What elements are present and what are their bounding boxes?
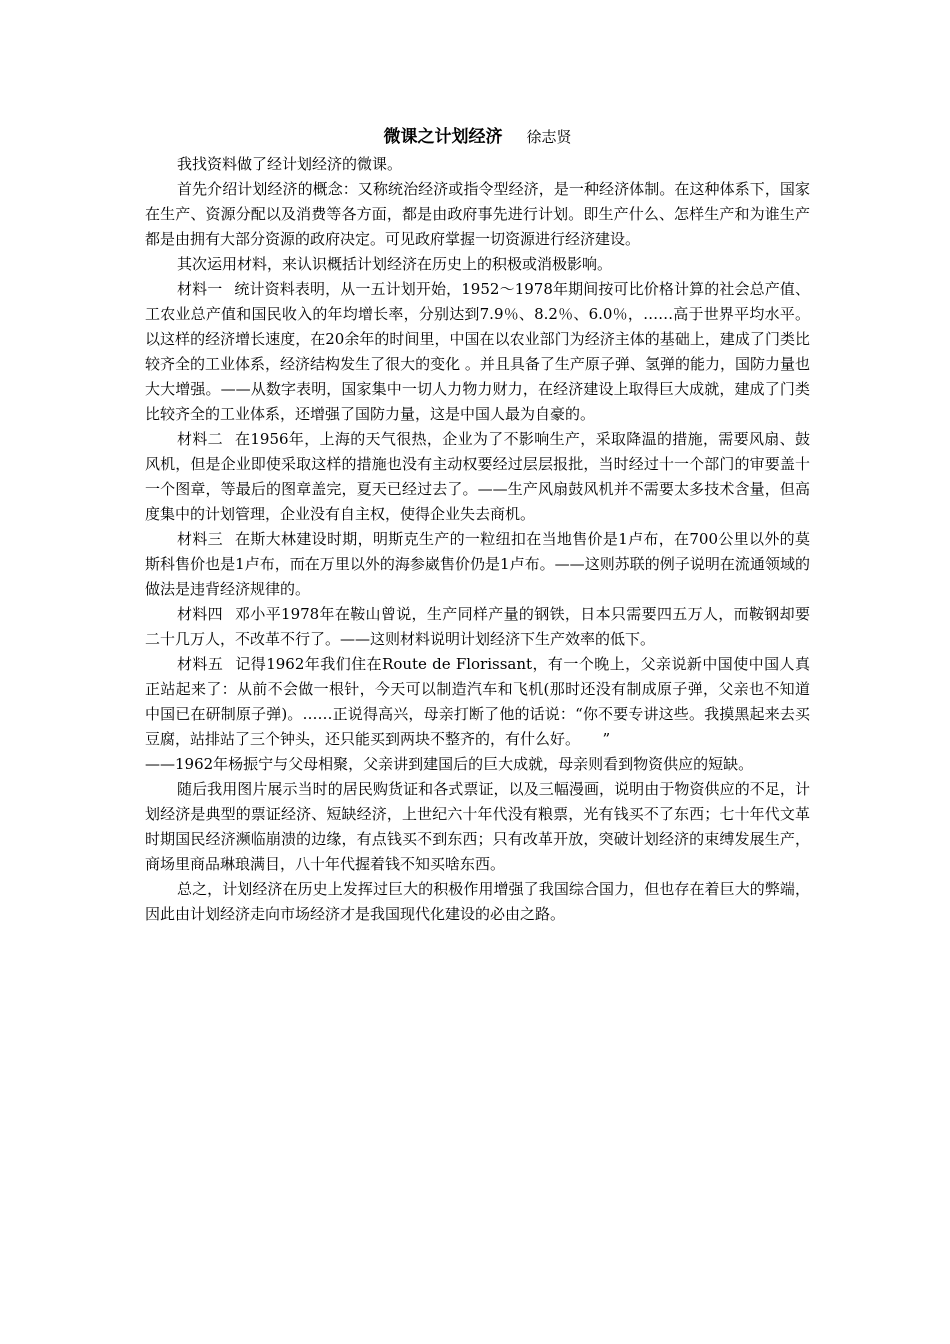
- paragraph: [145, 152, 810, 177]
- paragraph-text: 记得1962年我们住在Route de Florissant，有一个晚上，父亲说新中国使中国人真正站起来了：从前不会做一根针，今天可以制造汽车和飞机(那时还没有制成原子弹，父亲也不知道中国已在研制原子弹)。……正说得高兴，母亲打断了他的话说：“你不要专讲这些。我摸黑起来去买豆腐，站排站了三个钟头，还只能买到两块不整齐的，有什么好。 ”: [145, 655, 810, 748]
- title-line: [145, 122, 810, 152]
- paragraph-text: 统计资料表明，从一五计划开始，1952～1978年期间按可比价格计算的社会总产值、工农业总产值和国民收入的年均增长率，分别达到7.9％、8.2％、6.0％，……高于世界平均水平。以这样的经济增长速度，在20余年的时间里，中国在以农业部门为经济主体的基础上，建成了门类比较齐全的工业体系，经济结构发生了很大的变化 。并且具备了生产原子弹、氢弹的能力，国防力量也大大增强。——从数字表明，国家集中一切人力物力财力，在经济建设上取得巨大成就，建成了门类比较齐全的工业体系，还增强了国防力量，这是中国人最为自豪的。: [145, 280, 810, 423]
- paragraph-text: 邓小平1978年在鞍山曾说，生产同样产量的钢铁，日本只需要四五万人，而鞍钢却要二十几万人，不改革不行了。——这则材料说明计划经济下生产效率的低下。: [145, 605, 810, 648]
- paragraph-material-4: [145, 602, 810, 652]
- paragraph-text: 随后我用图片展示当时的居民购货证和各式票证，以及三幅漫画，说明由于物资供应的不足，计划经济是典型的票证经济、短缺经济，上世纪六十年代没有粮票，光有钱买不了东西；七十年代文革时期国民经济濒临崩溃的边缘，有点钱买不到东西；只有改革开放，突破计划经济的束缚发展生产，商场里商品琳琅满目，八十年代握着钱不知买啥东西。: [145, 780, 810, 873]
- paragraph-material-2: [145, 427, 810, 527]
- paragraph-text: 我找资料做了经计划经济的微课。: [177, 155, 403, 173]
- material-label: 材料三: [177, 530, 223, 548]
- paragraph-text: 首先介绍计划经济的概念：又称统治经济或指令型经济，是一种经济体制。在这种体系下，国家在生产、资源分配以及消费等各方面，都是由政府事先进行计划。即生产什么、怎样生产和为谁生产都是由拥有大部分资源的政府决定。可见政府掌握一切资源进行经济建设。: [145, 180, 810, 248]
- document-page: [145, 122, 810, 927]
- material-label: 材料一: [177, 280, 223, 298]
- paragraph-text: 在1956年，上海的天气很热，企业为了不影响生产，采取降温的措施，需要风扇、鼓风机，但是企业即使采取这样的措施也没有主动权要经过层层报批，当时经过十一个部门的审要盖十一个图章，等最后的图章盖完，夏天已经过去了。——生产风扇鼓风机并不需要太多技术含量，但高度集中的计划管理，企业没有自主权，使得企业失去商机。: [145, 430, 810, 523]
- document-title: 微课之计划经济: [383, 127, 503, 147]
- quote-source: [145, 752, 810, 777]
- paragraph-text: 在斯大林建设时期，明斯克生产的一粒纽扣在当地售价是1卢布，在700公里以外的莫斯科售价也是1卢布，而在万里以外的海参崴售价仍是1卢布。——这则苏联的例子说明在流通领域的做法是违背经济规律的。: [145, 530, 810, 598]
- paragraph: [145, 777, 810, 877]
- paragraph-text: 其次运用材料，来认识概括计划经济在历史上的积极或消极影响。: [177, 255, 613, 273]
- document-author: 徐志贤: [526, 128, 572, 146]
- material-label: 材料四: [177, 605, 224, 623]
- paragraph: [145, 177, 810, 252]
- paragraph-material-1: [145, 277, 810, 427]
- paragraph-material-3: [145, 527, 810, 602]
- paragraph-text: ——1962年杨振宁与父母相聚，父亲讲到建国后的巨大成就，母亲则看到物资供应的短缺。: [145, 755, 754, 773]
- paragraph-conclusion: [145, 877, 810, 927]
- material-label: 材料五: [177, 655, 224, 673]
- material-label: 材料二: [177, 430, 224, 448]
- paragraph: [145, 252, 810, 277]
- paragraph-text: 总之，计划经济在历史上发挥过巨大的积极作用增强了我国综合国力，但也存在着巨大的弊端，因此由计划经济走向市场经济才是我国现代化建设的必由之路。: [145, 880, 810, 923]
- paragraph-material-5: [145, 652, 810, 752]
